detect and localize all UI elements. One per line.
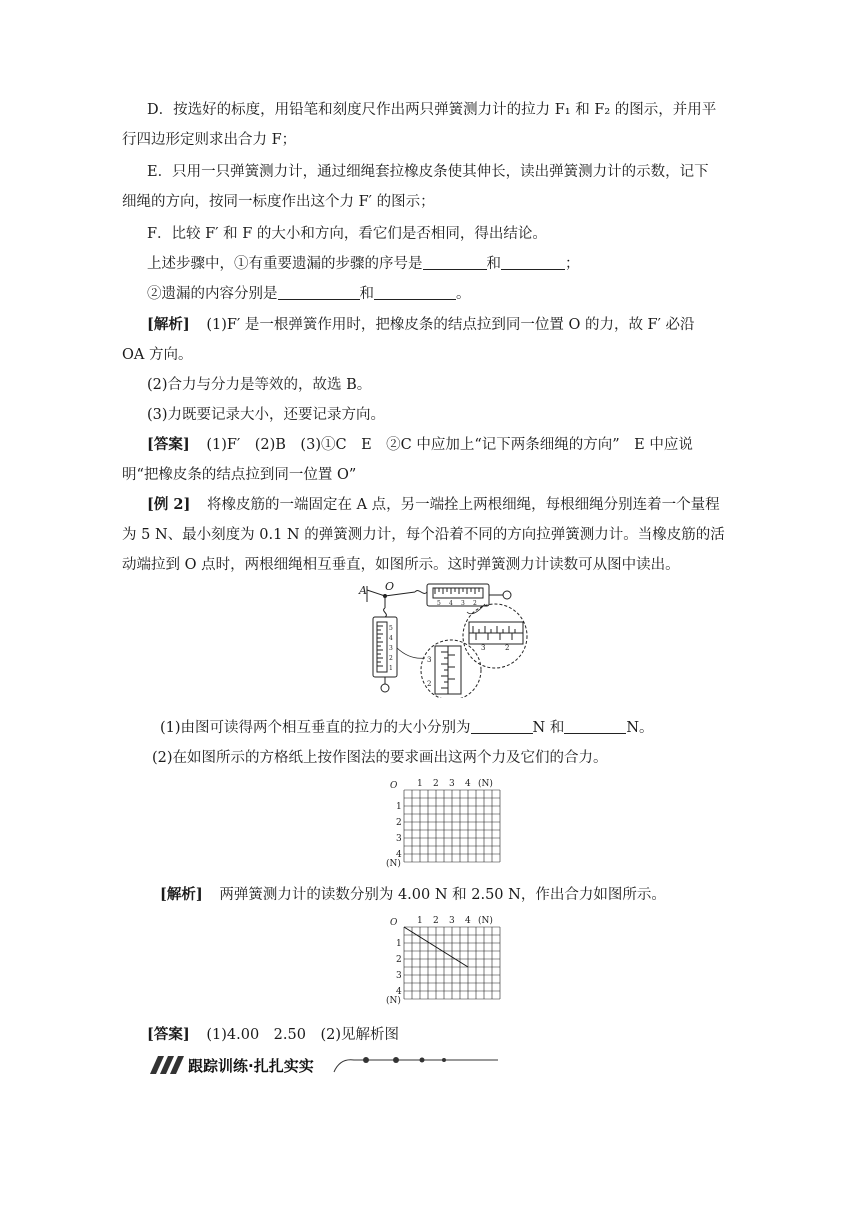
spring-balance-figure: [355, 578, 545, 698]
svg-text:3: 3: [389, 645, 393, 652]
analysis-line1: [解析] (1)F′ 是一根弹簧作用时，把橡皮条的结点拉到同一位置 O 的力，故 F′ 必沿: [147, 316, 695, 333]
y-tick-label: 1: [396, 802, 402, 812]
y-tick-label: 4: [396, 850, 402, 860]
answer-blank: [564, 717, 626, 734]
label-O: O: [385, 580, 395, 593]
answer-blank: [471, 717, 533, 734]
question-2: ②遗漏的内容分别是 和 。: [147, 279, 767, 309]
y-tick-label: 2: [396, 955, 402, 965]
x-tick-label: 4: [465, 779, 471, 789]
svg-text:2: 2: [473, 600, 477, 607]
banner-dot: [363, 1057, 369, 1063]
origin-label: O: [390, 918, 398, 928]
step-d-line1: D．按选好的标度，用铅笔和刻度尺作出两只弹簧测力计的拉力 F₁ 和 F₂ 的图示，并用平: [147, 102, 717, 118]
svg-text:5: 5: [389, 625, 393, 632]
analysis-tag: [解析]: [160, 886, 203, 903]
grid-lines: [404, 927, 500, 999]
svg-text:3: 3: [481, 644, 486, 652]
x-tick-label: 3: [449, 916, 455, 926]
svg-text:2: 2: [505, 644, 510, 652]
y-tick-label: 1: [396, 939, 402, 949]
y-tick-label: 3: [396, 834, 402, 844]
banner-dot: [393, 1057, 399, 1063]
x-tick-label: 2: [433, 916, 439, 926]
svg-text:2: 2: [427, 680, 432, 688]
step-e-line2: 细绳的方向，按同一标度作出这个力 F′ 的图示；: [122, 194, 435, 210]
answer-blank: [374, 283, 456, 300]
analysis-tag: [解析]: [147, 316, 190, 333]
h-scale-ticks: [435, 588, 479, 594]
example-2-line1: [例 2] 将橡皮筋的一端固定在 A 点，另一端拴上两根细绳，每根细绳分别连着一个量程: [147, 496, 720, 513]
grid-lines: [404, 790, 500, 862]
x-unit-label: (N): [478, 779, 493, 789]
x-unit-label: (N): [478, 916, 493, 926]
y-tick-label: 4: [396, 987, 402, 997]
question-4: (2)在如图所示的方格纸上按作图法的要求画出这两个力及它们的合力。: [152, 750, 608, 766]
svg-text:4: 4: [449, 600, 453, 607]
x-tick-label: 1: [417, 916, 423, 926]
answer-tag: [答案]: [147, 1026, 190, 1043]
svg-text:3: 3: [461, 600, 465, 607]
answer-blank: [278, 283, 360, 300]
x-tick-label: 1: [417, 779, 423, 789]
x-tick-label: 2: [433, 779, 439, 789]
y-unit-label: (N): [386, 859, 401, 869]
x-tick-label: 4: [465, 916, 471, 926]
question-3: (1)由图可读得两个相互垂直的拉力的大小分别为 N 和 N。: [160, 713, 780, 743]
label-A: A: [359, 584, 367, 597]
analysis-line3: (3)力既要记录大小，还要记录方向。: [147, 407, 386, 423]
analysis-line1b: OA 方向。: [122, 347, 193, 363]
section-banner: [148, 1052, 500, 1078]
analysis-2-line: [解析] 两弹簧测力计的读数分别为 4.00 N 和 2.50 N，作出合力如图所示。: [160, 886, 666, 903]
x-tick-label: 3: [449, 779, 455, 789]
example-tag: [例 2]: [147, 496, 191, 513]
graph-paper-1: [384, 776, 504, 872]
answer-blank: [423, 253, 487, 270]
banner-dot: [442, 1058, 446, 1062]
svg-text:5: 5: [437, 600, 441, 607]
answer-line1: [答案] (1)F′ (2)B (3)①C E ②C 中应加上“记下两条细绳的方向” E 中应说: [147, 436, 693, 453]
analysis-line2: (2)合力与分力是等效的，故选 B。: [147, 377, 372, 393]
y-unit-label: (N): [386, 996, 401, 1006]
step-e-line1: E．只用一只弹簧测力计，通过细绳套拉橡皮条使其伸长，读出弹簧测力计的示数，记下: [147, 164, 709, 180]
answer-line1b: 明“把橡皮条的结点拉到同一位置 O”: [122, 467, 357, 483]
example-2-line2: 为 5 N、最小刻度为 0.1 N 的弹簧测力计，每个沿着不同的方向拉弹簧测力计。当橡皮筋的活: [122, 527, 725, 543]
svg-text:1: 1: [389, 665, 393, 672]
banner-dot: [420, 1058, 425, 1063]
example-2-line3: 动端拉到 O 点时，两根细绳相互垂直，如图所示。这时弹簧测力计读数可从图中读出。: [122, 557, 680, 573]
step-f-line: F．比较 F′ 和 F 的大小和方向，看它们是否相同，得出结论。: [147, 226, 547, 242]
banner-title: 跟踪训练·扎扎实实: [188, 1057, 314, 1075]
graph-paper-2: [384, 913, 504, 1009]
banner-stripes-icon: [150, 1056, 184, 1074]
svg-text:2: 2: [389, 655, 393, 662]
y-tick-label: 2: [396, 818, 402, 828]
question-1: 上述步骤中，①有重要遗漏的步骤的序号是 和 ；: [147, 249, 767, 279]
origin-label: O: [390, 781, 398, 791]
step-d-line2: 行四边形定则求出合力 F；: [122, 132, 297, 148]
y-tick-label: 3: [396, 971, 402, 981]
svg-text:4: 4: [389, 635, 393, 642]
answer-tag: [答案]: [147, 436, 190, 453]
svg-text:3: 3: [427, 656, 432, 664]
answer-blank: [501, 253, 565, 270]
answer-2-line: [答案] (1)4.00 2.50 (2)见解析图: [147, 1026, 399, 1043]
